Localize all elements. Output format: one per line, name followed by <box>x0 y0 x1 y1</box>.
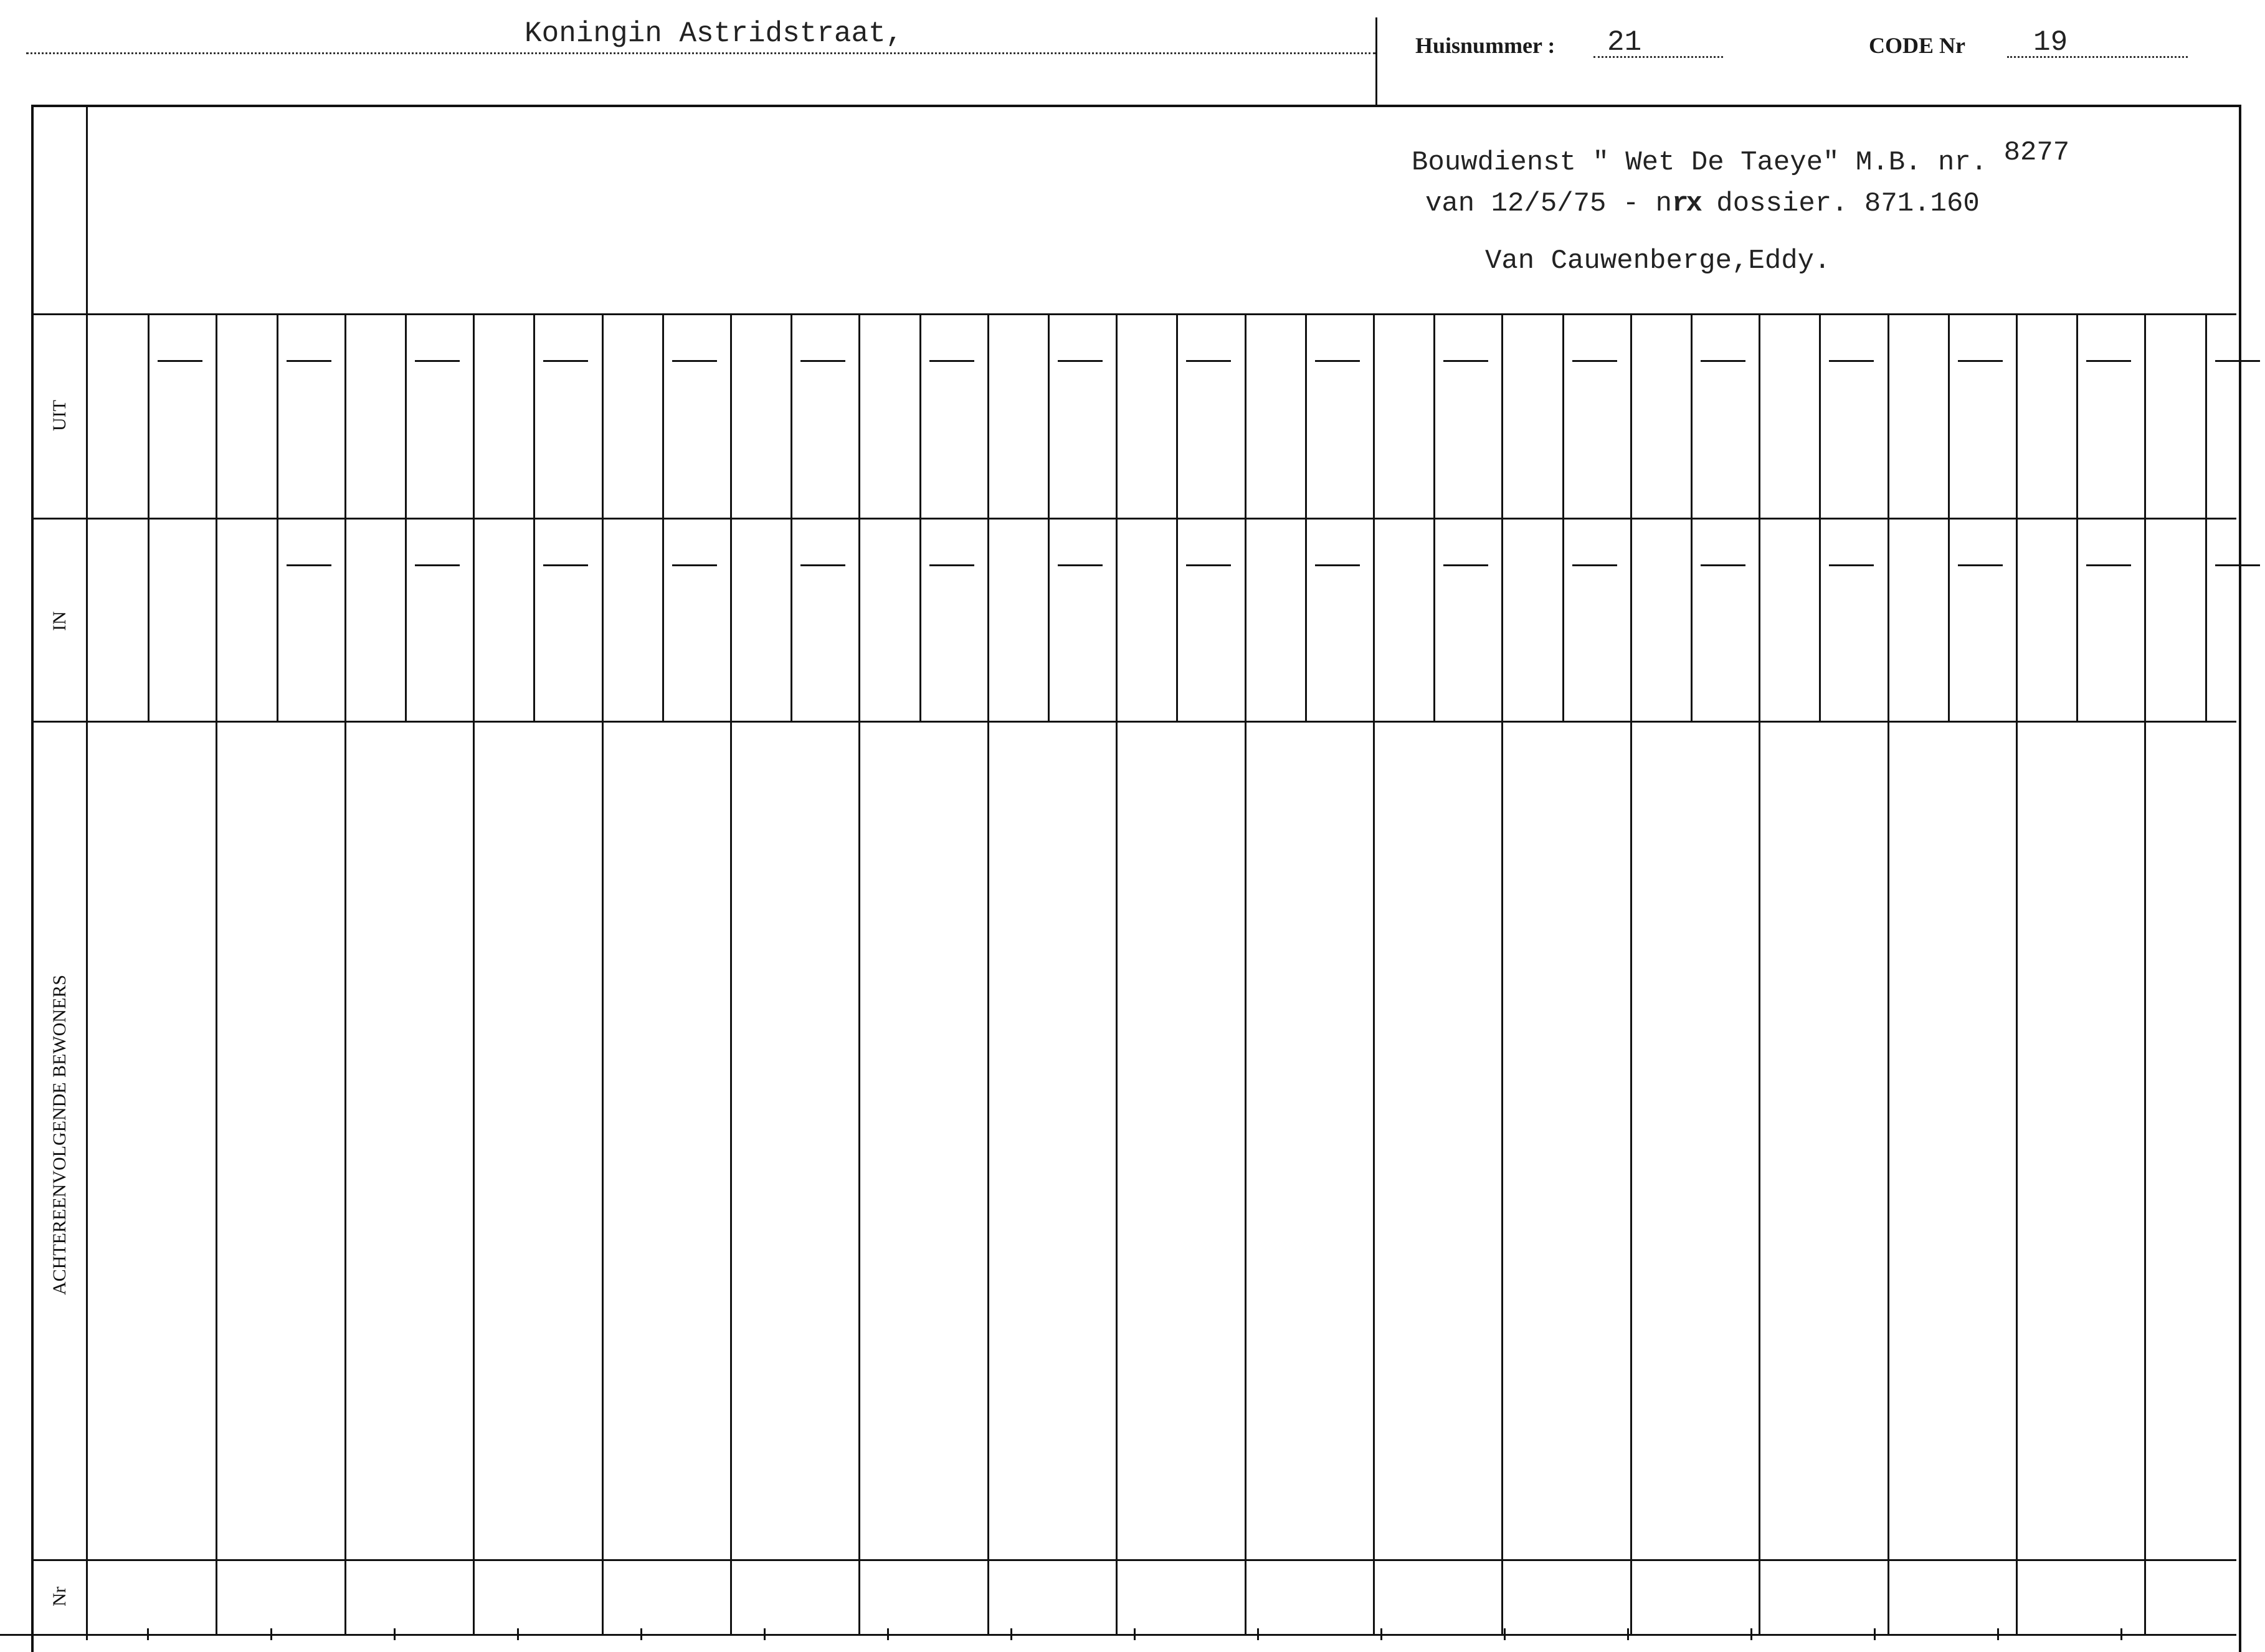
subcolumn-divider <box>1433 315 1435 721</box>
uit-dash <box>158 360 202 362</box>
bottom-tick <box>1750 1628 1752 1640</box>
in-dash <box>672 564 717 566</box>
column-divider <box>1759 315 1760 1634</box>
bottom-tick <box>640 1628 642 1640</box>
column-divider <box>1501 315 1503 1634</box>
row-label-residents: ACHTEREENVOLGENDE BEWONERS <box>49 974 70 1295</box>
in-dash <box>1058 564 1103 566</box>
code-dotted-line <box>2007 56 2188 58</box>
uit-dash <box>1958 360 2003 362</box>
subcolumn-divider <box>1948 315 1950 721</box>
note-line-1 <box>1412 137 2070 178</box>
bottom-tick <box>147 1628 149 1640</box>
uit-dash <box>800 360 845 362</box>
house-number-dotted-line <box>1593 56 1723 58</box>
uit-dash <box>2086 360 2131 362</box>
in-dash <box>1443 564 1488 566</box>
code-value: 19 <box>2033 26 2068 59</box>
in-dash <box>1829 564 1874 566</box>
subcolumn-divider <box>533 315 535 721</box>
note-line-2-struck: rx <box>1672 188 1700 219</box>
column-divider <box>216 315 217 1634</box>
bottom-tick <box>887 1628 889 1640</box>
in-dash <box>1572 564 1617 566</box>
row-label-uit: UIT <box>49 400 70 431</box>
column-divider <box>1630 315 1632 1634</box>
uit-dash <box>1315 360 1360 362</box>
subcolumn-divider <box>2076 315 2078 721</box>
in-dash <box>929 564 974 566</box>
form-frame <box>31 105 2241 1652</box>
code-label: CODE Nr <box>1869 33 1965 58</box>
uit-dash <box>1701 360 1745 362</box>
note-line-3: Van Cauwenberge,Eddy. <box>1485 245 1831 277</box>
uit-dash <box>672 360 717 362</box>
column-divider <box>858 315 860 1634</box>
rule-bottom <box>0 1634 2236 1636</box>
row-label-in: IN <box>49 611 70 631</box>
subcolumn-divider <box>919 315 921 721</box>
rule-top-section <box>34 313 2236 315</box>
in-dash <box>800 564 845 566</box>
header-divider <box>1375 17 1377 105</box>
uit-dash <box>2215 360 2260 362</box>
note-line-1-text: Bouwdienst " Wet De Taeye" M.B. nr. <box>1412 147 1988 178</box>
in-dash <box>287 564 331 566</box>
uit-dash <box>287 360 331 362</box>
bottom-tick <box>1997 1628 1999 1640</box>
column-divider <box>473 315 475 1634</box>
uit-dash <box>1058 360 1103 362</box>
bottom-tick <box>1010 1628 1012 1640</box>
column-divider <box>2144 315 2146 1634</box>
subcolumn-divider <box>1048 315 1050 721</box>
subcolumn-divider <box>791 315 792 721</box>
subcolumn-divider <box>1562 315 1564 721</box>
bottom-tick <box>1134 1628 1136 1640</box>
label-column-divider <box>86 107 88 1640</box>
house-number-value: 21 <box>1607 26 1642 59</box>
in-dash <box>2215 564 2260 566</box>
column-divider <box>1887 315 1889 1634</box>
subcolumn-divider <box>662 315 664 721</box>
uit-dash <box>929 360 974 362</box>
subcolumn-divider <box>1305 315 1307 721</box>
uit-dash <box>1186 360 1231 362</box>
bottom-tick <box>270 1628 272 1640</box>
row-label-nr: Nr <box>49 1587 70 1607</box>
column-divider <box>730 315 732 1634</box>
column-divider <box>602 315 604 1634</box>
uit-dash <box>1443 360 1488 362</box>
in-dash <box>1701 564 1745 566</box>
bottom-tick <box>1380 1628 1382 1640</box>
subcolumn-divider <box>1691 315 1693 721</box>
street-dotted-line <box>26 52 1375 54</box>
rule-in-residents <box>34 721 2236 723</box>
street-name: Koningin Astridstraat, <box>525 17 903 50</box>
subcolumn-divider <box>277 315 278 721</box>
subcolumn-divider <box>405 315 407 721</box>
in-dash <box>1186 564 1231 566</box>
in-dash <box>543 564 588 566</box>
bottom-tick <box>1504 1628 1506 1640</box>
column-divider <box>987 315 989 1634</box>
in-dash <box>415 564 460 566</box>
subcolumn-divider <box>2205 315 2207 721</box>
note-line-2-suffix: dossier. 871.160 <box>1699 188 1980 219</box>
note-line-1-number: 8277 <box>2003 137 2070 168</box>
bottom-tick <box>1257 1628 1259 1640</box>
column-divider <box>1116 315 1118 1634</box>
bottom-tick <box>764 1628 766 1640</box>
column-divider <box>1373 315 1375 1634</box>
uit-dash <box>415 360 460 362</box>
in-dash <box>2086 564 2131 566</box>
uit-dash <box>1572 360 1617 362</box>
bottom-tick <box>517 1628 519 1640</box>
in-dash <box>1958 564 2003 566</box>
note-line-2-prefix: van 12/5/75 - n <box>1425 188 1673 219</box>
column-divider <box>344 315 346 1634</box>
rule-uit-in <box>34 518 2236 520</box>
bottom-tick <box>394 1628 396 1640</box>
uit-dash <box>1829 360 1874 362</box>
bottom-tick <box>1627 1628 1629 1640</box>
column-divider <box>1245 315 1246 1634</box>
house-number-label: Huisnummer : <box>1415 33 1555 58</box>
bottom-tick <box>1874 1628 1876 1640</box>
subcolumn-divider <box>1819 315 1821 721</box>
column-divider <box>2016 315 2018 1634</box>
bottom-tick <box>2120 1628 2122 1640</box>
subcolumn-divider <box>1176 315 1178 721</box>
in-dash <box>1315 564 1360 566</box>
uit-dash <box>543 360 588 362</box>
rule-residents-nr <box>34 1559 2236 1561</box>
note-line-2 <box>1425 188 1980 219</box>
subcolumn-divider <box>148 315 150 721</box>
